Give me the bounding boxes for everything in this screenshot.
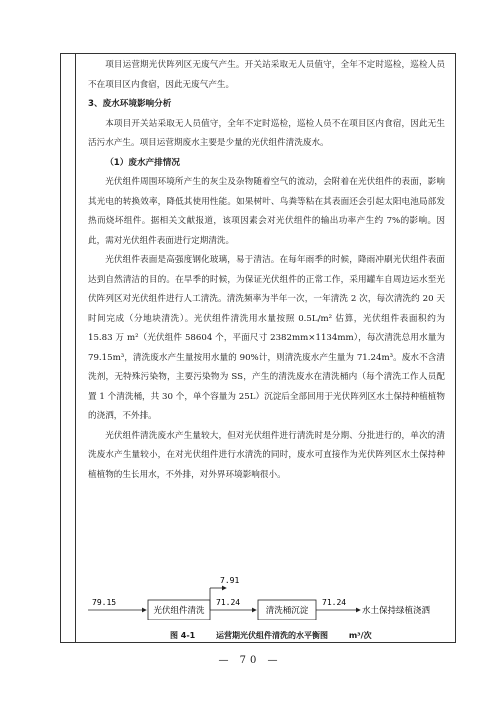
figure-caption [170, 630, 410, 641]
paragraph-cleaning: 光伏组件表面是高强度钢化玻璃，易于清洁。在每年雨季的时候，降雨冲刷光伏组件表面达到自然清洁的目的。在旱季的时候，为保证光伏组件的正常工作，采用罐车自周边运水至光伏阵列区对光伏组件进行人工清洗。清洗频率为半年一次，一年清洗 2 次，每次清洗约 20 天时间完成（分地块清洗）。光伏组件清洗用水量按照 0.5L/m² 估算，光伏组件表面积约为 15.83 万 m²（光伏组件 58604 个，平面尺寸 2382mm×1134mm），每次清洗总用水量为 79.15m³，清洗废水产生量按用水量的 90%计，则清洗废水产生量为 71.24m³。废水不含清洗剂，无特殊污染物，主要污染物为 SS，产生的清洗废水在清洗桶内（每个清洗工作人员配置 1 个清洗桶，共 30 个，单个容量为 25L）沉淀后全部回用于光伏阵列区水土保持种植植物的浇洒，不外排。 [88, 255, 445, 421]
loss-value: 7.91 [220, 576, 240, 585]
paragraph-conclusion: 光伏组件清洗废水产生量较大，但对光伏组件进行清洗时是分期、分批进行的，单次的清洗废水产生量较小，在对光伏组件进行水清洗的同时，废水可直接作为光伏阵列区水土保持种植植物的生长用水，不外排，对外界环境影响很小。 [88, 430, 445, 480]
mid-value: 71.24 [216, 598, 241, 607]
subsection-heading: （1）废水产排情况 [105, 157, 180, 168]
section-heading-wastewater: 3、废水环境影响分析 [88, 99, 172, 109]
page-number: — 70 — [218, 655, 282, 666]
figure-label: 图 4-1 [170, 631, 196, 640]
paragraph-dust: 光伏组件周围环境所产生的灰尘及杂物随着空气的流动，会附着在光伏组件的表面，影响其光电的转换效率，降低其使用性能。如果树叶、鸟粪等粘在其表面还会引起太阳电池局部发热而烧坏组件。据相关文献报道，该项因素会对光伏组件的输出功率产生约 7%的影响。因此，需对光伏组件表面进行定期清洗。 [88, 177, 445, 246]
document-body [88, 56, 445, 485]
node-cleaning-label: 光伏组件清洗 [153, 606, 205, 616]
out-value: 71.24 [322, 598, 347, 607]
node-settling-label: 清洗桶沉淀 [265, 606, 309, 616]
table-left-column [61, 54, 76, 642]
paragraph-exhaust: 项目运营期光伏阵列区无废气产生。开关站采取无人员值守，全年不定时巡检，巡检人员不在项目区内食宿，因此无废气产生。 [88, 60, 445, 90]
figure-unit: m³/次 [348, 631, 372, 640]
paragraph-intro: 本项目开关站采取无人员值守，全年不定时巡检，巡检人员不在项目区内食宿，因此无生活污水产生。项目运营期废水主要是少量的光伏组件清洗废水。 [88, 118, 445, 148]
water-balance-diagram [88, 570, 445, 620]
input-value: 79.15 [92, 598, 117, 607]
node-irrigation-label: 水土保持绿植浇洒 [362, 606, 431, 616]
figure-title: 运营期光伏组件清洗的水平衡图 [216, 631, 329, 640]
water-balance-svg [88, 570, 445, 620]
